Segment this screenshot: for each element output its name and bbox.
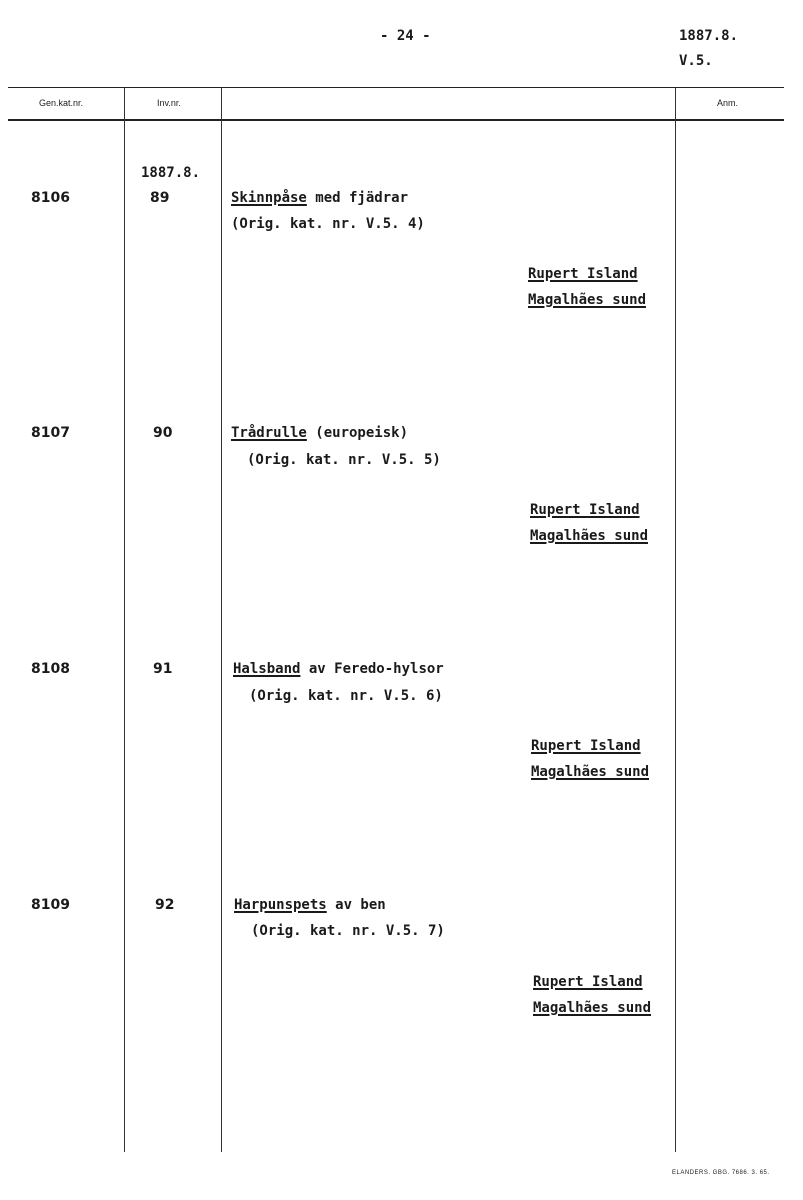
object-description (233, 661, 444, 677)
gen-kat-nr: 8107 (31, 425, 70, 441)
object-description (234, 897, 386, 913)
column-divider-1 (124, 88, 125, 1152)
object-description (231, 425, 408, 441)
catalog-subreference: V.5. (679, 53, 713, 69)
region: Magalhães sund (530, 528, 649, 544)
object-name: Harpunspets (234, 897, 327, 913)
column-divider-3 (675, 88, 676, 1152)
page-number: - 24 - (380, 28, 431, 44)
object-name: Halsband (233, 661, 301, 677)
locality: Rupert Island (531, 738, 641, 754)
object-detail: (europeisk) (306, 425, 409, 441)
gen-kat-nr: 8108 (31, 661, 70, 677)
region: Magalhães sund (531, 764, 650, 780)
locality: Rupert Island (533, 974, 643, 990)
original-catalog-number: (Orig. kat. nr. V.5. 7) (251, 923, 445, 939)
locality: Rupert Island (530, 502, 640, 518)
object-detail: av Feredo-hylsor (300, 661, 444, 677)
inv-nr: 91 (153, 661, 173, 677)
locality: Rupert Island (528, 266, 638, 282)
group-label: 1887.8. (141, 165, 201, 181)
inv-nr: 90 (153, 425, 173, 441)
column-header-inv-nr: Inv.nr. (157, 98, 181, 108)
gen-kat-nr: 8106 (31, 190, 70, 206)
object-detail: av ben (326, 897, 386, 913)
column-header-gen-kat-nr: Gen.kat.nr. (39, 98, 84, 108)
inv-nr: 92 (155, 897, 175, 913)
inv-nr: 89 (150, 190, 170, 206)
object-name: Skinnpåse (231, 190, 307, 206)
object-name: Trådrulle (231, 425, 307, 441)
object-detail: med fjädrar (306, 190, 409, 206)
original-catalog-number: (Orig. kat. nr. V.5. 4) (231, 216, 425, 232)
object-description (231, 190, 408, 206)
catalog-reference: 1887.8. (679, 28, 739, 44)
original-catalog-number: (Orig. kat. nr. V.5. 6) (249, 688, 443, 704)
original-catalog-number: (Orig. kat. nr. V.5. 5) (247, 452, 441, 468)
column-header-anm: Anm. (717, 98, 739, 108)
column-divider-2 (221, 88, 222, 1152)
printer-imprint: ELANDERS. GBG. 7686. 3. 65. (672, 1170, 770, 1176)
region: Magalhães sund (533, 1000, 652, 1016)
region: Magalhães sund (528, 292, 647, 308)
gen-kat-nr: 8109 (31, 897, 70, 913)
